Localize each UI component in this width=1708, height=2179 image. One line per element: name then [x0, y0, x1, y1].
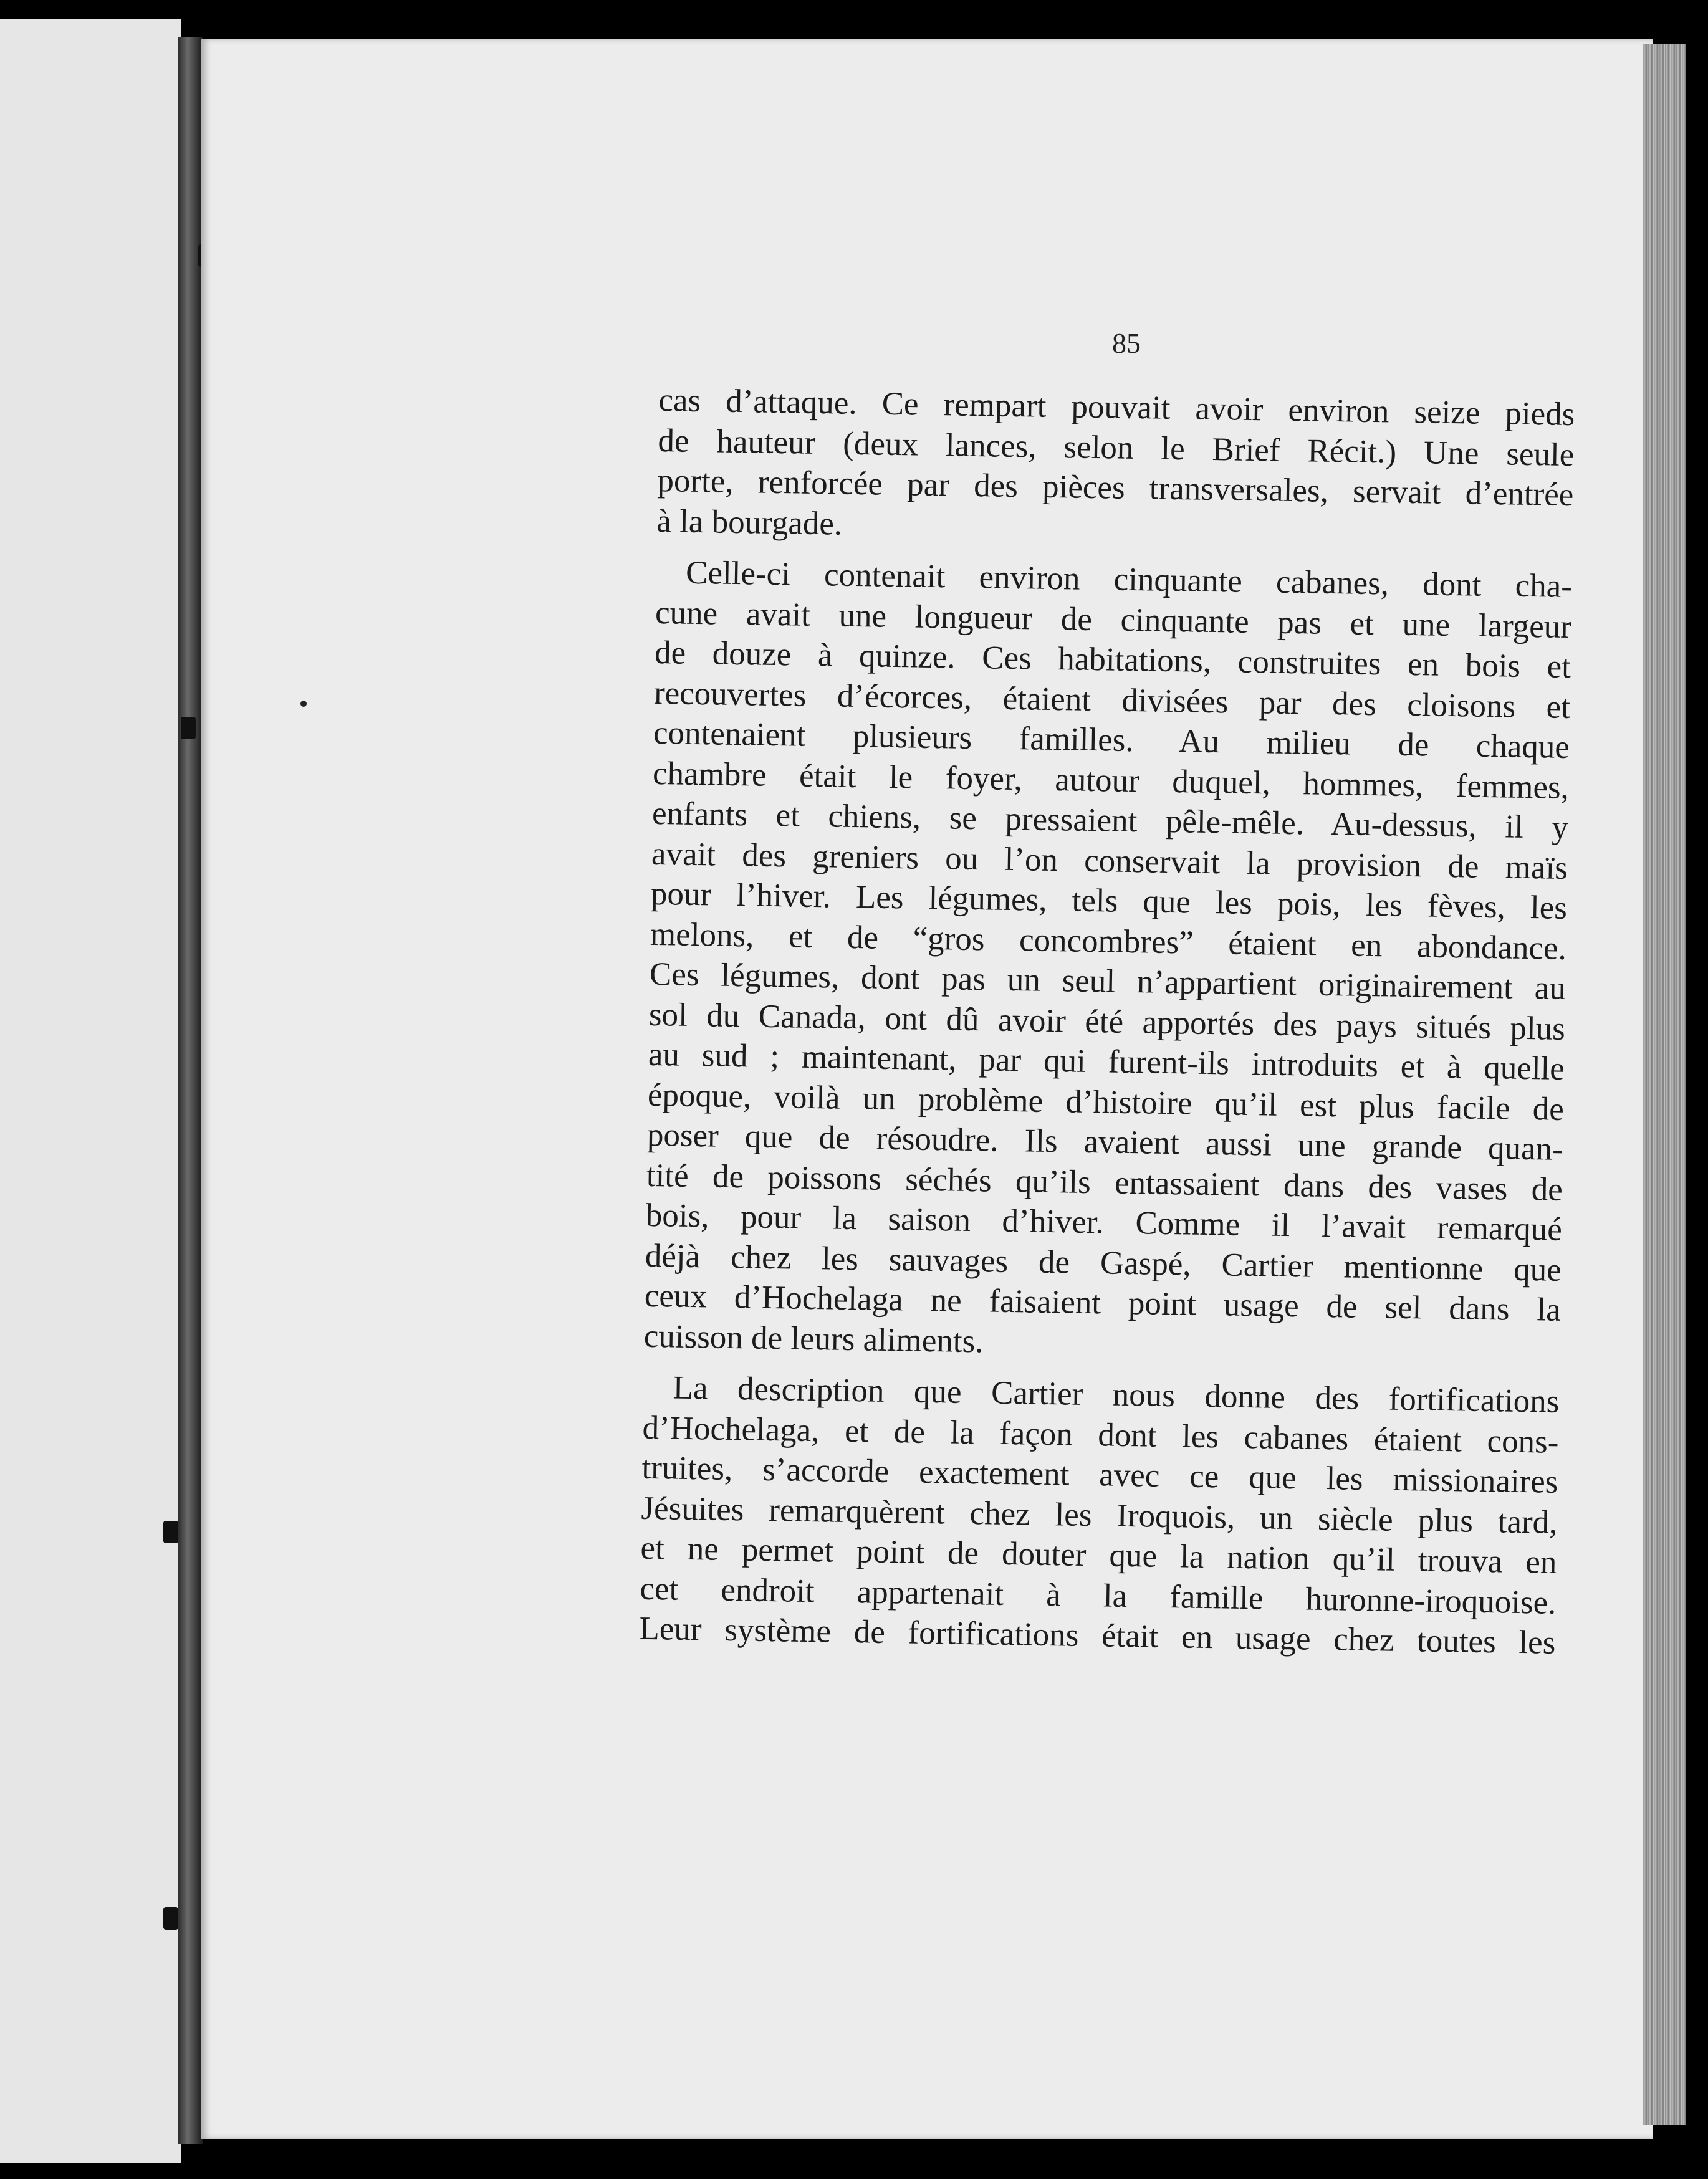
text-line: ceux d’Hochelaga ne faisaient point usage de sel dans la	[644, 1277, 1562, 1328]
text-line: contenaient plusieurs familles. Au milieu de chaque	[653, 714, 1570, 766]
text-line: Ces légumes, dont pas un seul n’appartient originairement au	[649, 955, 1566, 1007]
text-line: cas d’attaque. Ce rempart pouvait avoir environ seize pieds	[658, 381, 1575, 433]
text-line: recouvertes d’écorces, étaient divisées par des cloisons et	[653, 674, 1571, 726]
text-line: melons, et de “gros concombres” étaient en abondance.	[650, 916, 1567, 967]
binding-stitch	[163, 1907, 178, 1930]
text-line: d’Hochelaga, et de la façon dont les cabanes étaient cons-	[642, 1409, 1559, 1460]
binding-stitch	[181, 717, 196, 739]
text-line: de douze à quinze. Ces habitations, construites en bois et	[654, 634, 1571, 686]
text-line: cune avait une longueur de cinquante pas et une largeur	[655, 594, 1572, 645]
text-line: truites, s’accorde exactement avec ce que les missionaires	[641, 1449, 1558, 1500]
text-line: déjà chez les sauvages de Gaspé, Cartier mentionne que	[645, 1237, 1562, 1288]
text-line: cuisson de leurs aliments.	[643, 1318, 984, 1359]
text-line: pour l’hiver. Les légumes, tels que les pois, les fèves, les	[650, 875, 1568, 926]
text-line: Jésuites remarquèrent chez les Iroquois, un siècle plus tard,	[641, 1490, 1558, 1541]
text-line: époque, voilà un problème d’histoire qu’il est plus facile de	[647, 1076, 1565, 1128]
text-line: à la bourgade.	[656, 502, 843, 542]
page-number: 85	[1112, 327, 1141, 359]
text-line: enfants et chiens, se pressaient pêle-mêle. Au-dessus, il y	[651, 795, 1569, 846]
speck	[300, 701, 307, 707]
text-line: tité de poissons séchés qu’ils entassaient dans des vases de	[646, 1157, 1563, 1208]
text-line: porte, renforcée par des pièces transversales, servait d’entrée	[657, 462, 1574, 514]
text-line: chambre était le foyer, autour duquel, hommes, femmes,	[652, 755, 1570, 806]
text-line: Leur système de fortifications était en usage chez toutes les	[639, 1610, 1556, 1661]
text-line: sol du Canada, ont dû avoir été apportés des pays situés plus	[648, 996, 1566, 1047]
page-stack-edge	[1643, 44, 1686, 2125]
body-text	[639, 380, 1575, 1663]
book-gutter	[178, 37, 203, 2144]
text-line: Celle-ci contenait environ cinquante cabanes, dont cha-	[685, 554, 1573, 605]
text-line: avait des greniers ou l’on conservait la provision de maïs	[651, 835, 1568, 886]
text-line: bois, pour la saison d’hiver. Comme il l’avait remarqué	[645, 1197, 1563, 1248]
text-line: au sud ; maintenant, par qui furent-ils introduits et à quelle	[648, 1036, 1565, 1087]
text-line: poser que de résoudre. Ils avaient aussi une grande quan-	[646, 1116, 1564, 1167]
book-page	[201, 39, 1653, 2139]
text-line: et ne permet point de douter que la nation qu’il trouva en	[640, 1530, 1557, 1581]
text-line: de hauteur (deux lances, selon le Brief Récit.) Une seule	[658, 422, 1575, 473]
text-line: cet endroit appartenait à la famille huronne-iroquoise.	[640, 1570, 1557, 1621]
left-page-edge	[0, 19, 181, 2163]
text-line: La description que Cartier nous donne des fortifications	[673, 1369, 1560, 1420]
binding-stitch	[163, 1521, 178, 1543]
